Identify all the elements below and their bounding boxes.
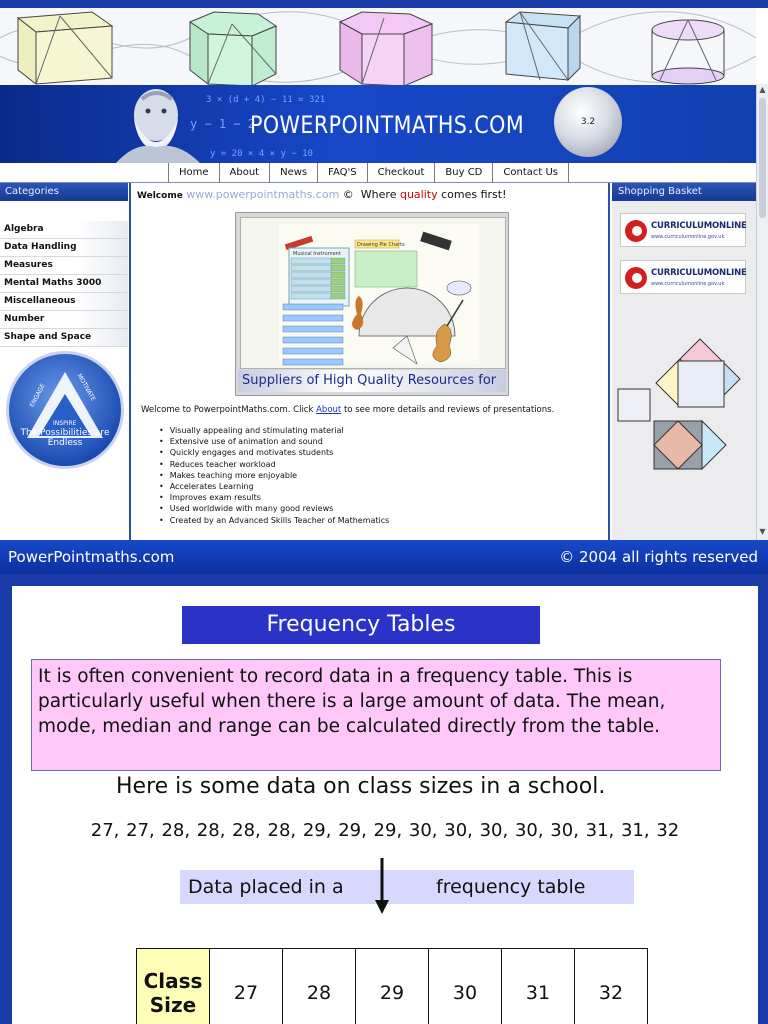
table-header-cell: Class Size [137, 949, 210, 1024]
copyright-symbol: © [342, 188, 354, 201]
frequency-table [136, 948, 648, 1024]
placed-text-a: Data placed in a [188, 876, 344, 898]
promo-banner-text: Suppliers of High Quality Resources for [238, 370, 506, 392]
footer-site-name: PowerPointmaths.com [8, 548, 175, 566]
nav-item-contact-us[interactable]: Contact Us [492, 163, 569, 183]
banner-equation: y − 1 − 2 [190, 117, 256, 131]
main-content [129, 183, 610, 540]
table-cell: 31 [502, 949, 575, 1024]
slide-frame [0, 574, 768, 1024]
promo-table-title: Musical Instrument [293, 251, 341, 257]
feature-item: • Reduces teacher workload [159, 459, 389, 470]
slide-title: Frequency Tables [182, 606, 540, 644]
intro-text [141, 405, 554, 415]
table-cell: 29 [356, 949, 429, 1024]
pentagon-prism-wireframe [340, 12, 432, 85]
pie-chart-lesson-preview [241, 218, 507, 370]
feature-item: • Created by an Advanced Skills Teacher of Mathematics [159, 515, 389, 526]
nav-item-about[interactable]: About [219, 163, 270, 183]
feature-item: • Makes teaching more enjoyable [159, 470, 389, 481]
about-link[interactable]: About [316, 405, 342, 415]
sphere-label: 3.2 [580, 117, 596, 127]
feature-item: • Used worldwide with many good reviews [159, 503, 389, 514]
down-arrow-icon [372, 858, 392, 916]
badge-word: ENGAGE [28, 382, 47, 409]
cone-wireframe [652, 20, 724, 84]
class-sizes-data: 27, 27, 28, 28, 28, 28, 29, 29, 29, 30, 30, 30, 30, 30, 31, 31, 32 [90, 820, 680, 841]
categories-header: Categories [0, 183, 128, 201]
nav-list [168, 163, 569, 183]
table-cell: 27 [210, 949, 283, 1024]
shopping-basket-sidebar [612, 183, 756, 540]
logo-banner [0, 85, 756, 163]
wireframe-solids-graphic [0, 8, 756, 85]
banner-equation: y = 20 × 4 × y − 10 [210, 149, 313, 159]
curriculum-online-icon [625, 220, 647, 242]
curriculum-online-url: www.curriculumonline.gov.uk [651, 281, 725, 287]
hex-prism-wireframe [190, 12, 276, 85]
curriculum-online-icon [625, 267, 647, 289]
scrollbar-thumb[interactable] [759, 98, 766, 218]
category-item-shape-and-space[interactable]: Shape and Space [0, 329, 128, 347]
feature-item: • Extensive use of animation and sound [159, 436, 389, 447]
data-placed-box [180, 870, 634, 904]
scroll-down-icon[interactable]: ▼ [759, 527, 766, 536]
feature-item: • Quickly engages and motivates students [159, 447, 389, 458]
welcome-quality: quality [399, 188, 438, 201]
category-item-algebra[interactable]: Algebra [0, 221, 128, 239]
cube-wireframe [18, 12, 112, 84]
nav-item-checkout[interactable]: Checkout [367, 163, 435, 183]
site-footer [0, 540, 768, 574]
top-strip [0, 0, 768, 8]
welcome-label: Welcome [137, 191, 183, 201]
promo-slide-preview [240, 217, 506, 369]
main-nav [0, 163, 756, 183]
table-cell: 30 [429, 949, 502, 1024]
nav-item-buy-cd[interactable]: Buy CD [434, 163, 492, 183]
site-logo-text[interactable]: POWERPOINTMATHS.COM [250, 111, 525, 139]
site-url-link[interactable]: www.powerpointmaths.com [186, 188, 340, 201]
category-list [0, 221, 128, 347]
feature-item: • Visually appealing and stimulating material [159, 425, 389, 436]
categories-sidebar [0, 183, 128, 540]
curriculum-online-url: www.curriculumonline.gov.uk [651, 234, 725, 240]
curriculum-online-name: CURRICULUMONLINE [651, 221, 747, 231]
category-item-measures[interactable]: Measures [0, 257, 128, 275]
category-item-mental-maths-3000[interactable]: Mental Maths 3000 [0, 275, 128, 293]
basket-header: Shopping Basket [612, 183, 756, 201]
banner-equation: 3 × (d + 4) − 11 = 321 [206, 95, 326, 105]
engage-motivate-inspire-badge [6, 351, 124, 469]
promo-chart-title: Drawing Pie Charts [357, 242, 405, 248]
nav-item-home[interactable]: Home [168, 163, 219, 183]
badge-word: INSPIRE [53, 420, 77, 427]
welcome-where: Where [360, 188, 397, 201]
scroll-up-icon[interactable]: ▲ [759, 85, 766, 94]
page-scrollbar[interactable] [756, 84, 768, 540]
welcome-comes-first: comes first! [441, 188, 507, 201]
intro-suffix: to see more details and reviews of presentations. [343, 405, 555, 415]
curriculum-online-name: CURRICULUMONLINE [651, 268, 747, 278]
category-item-data-handling[interactable]: Data Handling [0, 239, 128, 257]
curriculum-online-logo[interactable] [620, 213, 746, 247]
feature-item: • Accelerates Learning [159, 481, 389, 492]
sphere-graphic [554, 87, 622, 157]
promo-slideshow[interactable] [235, 212, 509, 396]
placed-text-b: frequency table [436, 876, 586, 898]
badge-motto: The Possibilities are Endless [20, 428, 110, 448]
intro-prefix: Welcome to PowerpointMaths.com. Click [141, 405, 314, 415]
table-cell: 32 [575, 949, 648, 1024]
intro-paragraph: It is often convenient to record data in a frequency table. This is particularly useful when there is a large amount of data. The mean, mode, median and range can be calculated directly from the table. [31, 659, 721, 771]
category-item-miscellaneous[interactable]: Miscellaneous [0, 293, 128, 311]
pythagoras-squares-graphic [616, 335, 756, 475]
table-cell: 28 [283, 949, 356, 1024]
category-item-number[interactable]: Number [0, 311, 128, 329]
cuboid-wireframe [506, 12, 580, 80]
feature-item: • Improves exam results [159, 492, 389, 503]
feature-list [159, 425, 389, 526]
nav-item-faq-s[interactable]: FAQ'S [317, 163, 366, 183]
shapes-banner [0, 8, 756, 85]
class-sizes-text: Here is some data on class sizes in a school. [116, 774, 606, 799]
welcome-line [137, 188, 507, 201]
badge-word: MOTIVATE [75, 372, 97, 403]
nav-item-news[interactable]: News [269, 163, 317, 183]
footer-copyright: © 2004 all rights reserved [559, 548, 758, 566]
table-row [137, 949, 648, 1024]
slide [12, 586, 758, 1024]
curriculum-online-logo[interactable] [620, 260, 746, 294]
